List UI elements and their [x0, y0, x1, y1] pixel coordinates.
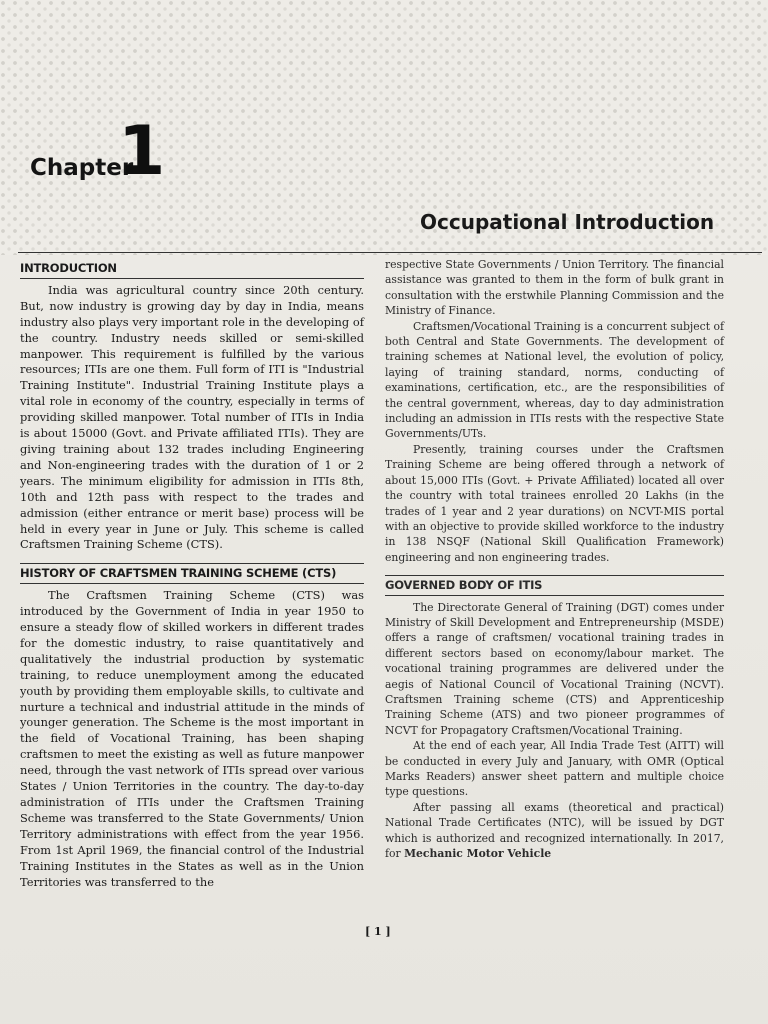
- chapter-number: 1: [118, 112, 166, 191]
- dgt-paragraph: The Directorate General of Training (DGT) comes under Ministry of Skill Development and Entrepreneurship (MSDE) offers a range of craftsmen/ vocational training trades in different sectors based on economy/labour market. The vocational training programmes are delivered under the aegis of National Council of Vocational Training (NCVT). Craftsmen Training scheme (CTS) and Apprenticeship Training Scheme (ATS) and two pioneer programmes of NCVT for Propagatory Craftsmen/Vocational Training.: [385, 600, 724, 737]
- continued-paragraph: respective State Governments / Union Territory. The financial assistance was granted to them in the form of bulk grant in consultation with the erstwhile Planning Commission and the Ministry of Finance.: [385, 258, 724, 318]
- section-heading-history: HISTORY OF CRAFTSMEN TRAINING SCHEME (CTS): [20, 563, 364, 584]
- ntc-paragraph: [385, 800, 724, 862]
- chapter-title: Occupational Introduction: [420, 210, 715, 234]
- section-heading-governed-body: GOVERNED BODY OF ITIS: [385, 575, 724, 595]
- ntc-text: After passing all exams (theoretical and practical) National Trade Certificates (NTC), will be issued by DGT which is authorized and recognized internationally. In 2017, for: [385, 800, 724, 861]
- left-column: [20, 257, 364, 890]
- presently-paragraph: Presently, training courses under the Craftsmen Training Scheme are being offered through a network of about 15,000 ITIs (Govt. + Private Affiliated) located all over the country with total trainees enrolled 20 Lakhs (in the trades of 1 year and 2 year durations) on NCVT-MIS portal with an objective to provide skilled workforce to the industry in 138 NSQF (National Skill Qualification Framework) engineering and non engineering trades.: [385, 442, 724, 564]
- chapter-label: Chapter: [30, 155, 134, 181]
- concurrent-subject-paragraph: Craftsmen/Vocational Training is a concurrent subject of both Central and State Governments. The development of training schemes at National level, the evolution of policy, laying of training standard, norms, conducting of examinations, certification, etc., are the responsibilities of the central government, whereas, day to day administration including an admission in ITIs rests with the respective State Governments/UTs.: [385, 319, 724, 441]
- intro-paragraph: India was agricultural country since 20th century. But, now industry is growing day by day in India, means industry also plays very important role in the developing of the country. Industry needs skilled or semi-skilled manpower. This requirement is fulfilled by the various resources; ITIs are one them. Full form of ITI is "Industrial Training Institute". Industrial Training Institute plays a vital role in economy of the country, especially in terms of providing skilled manpower. Total number of ITIs in India is about 15000 (Govt. and Private affiliated ITIs). They are giving training about 132 trades including Engineering and Non-engineering trades with the duration of 1 or 2 years. The minimum eligibility for admission in ITIs 8th, 10th and 12th pass with respect to the trades and admission (either entrance or merit base) process will be held in every year in June or July. This scheme is called Craftsmen Training Scheme (CTS).: [20, 282, 364, 552]
- right-column: [385, 257, 724, 861]
- history-paragraph: The Craftsmen Training Scheme (CTS) was introduced by the Government of India in year 1950 to ensure a steady flow of skilled workers in different trades for the domestic industry, to raise quantitatively and qualitatively the industrial production by systematic training, to reduce unemployment among the educated youth by providing them employable skills, to cultivate and nurture a technical and industrial attitude in the minds of younger generation. The Scheme is the most important in the field of Vocational Training, has been shaping craftsmen to meet the existing as well as future manpower need, through the vast network of ITIs spread over various States / Union Territories in the country. The day-to-day administration of ITIs under the Craftsmen Training Scheme was transferred to the State Governments/ Union Territory administrations with effect from the year 1956. From 1st April 1969, the financial control of the Industrial Training Institutes in the States as well as in the Union Territories was transferred to the: [20, 588, 364, 889]
- page-number: [ 1 ]: [365, 925, 391, 938]
- aitt-paragraph: At the end of each year, All India Trade Test (AITT) will be conducted in every July and January, with OMR (Optical Marks Readers) answer sheet pattern and multiple choice type questions.: [385, 739, 724, 799]
- section-heading-introduction: INTRODUCTION: [20, 261, 364, 279]
- header-divider: [18, 252, 762, 253]
- mmv-bold-text: Mechanic Motor Vehicle: [404, 847, 552, 861]
